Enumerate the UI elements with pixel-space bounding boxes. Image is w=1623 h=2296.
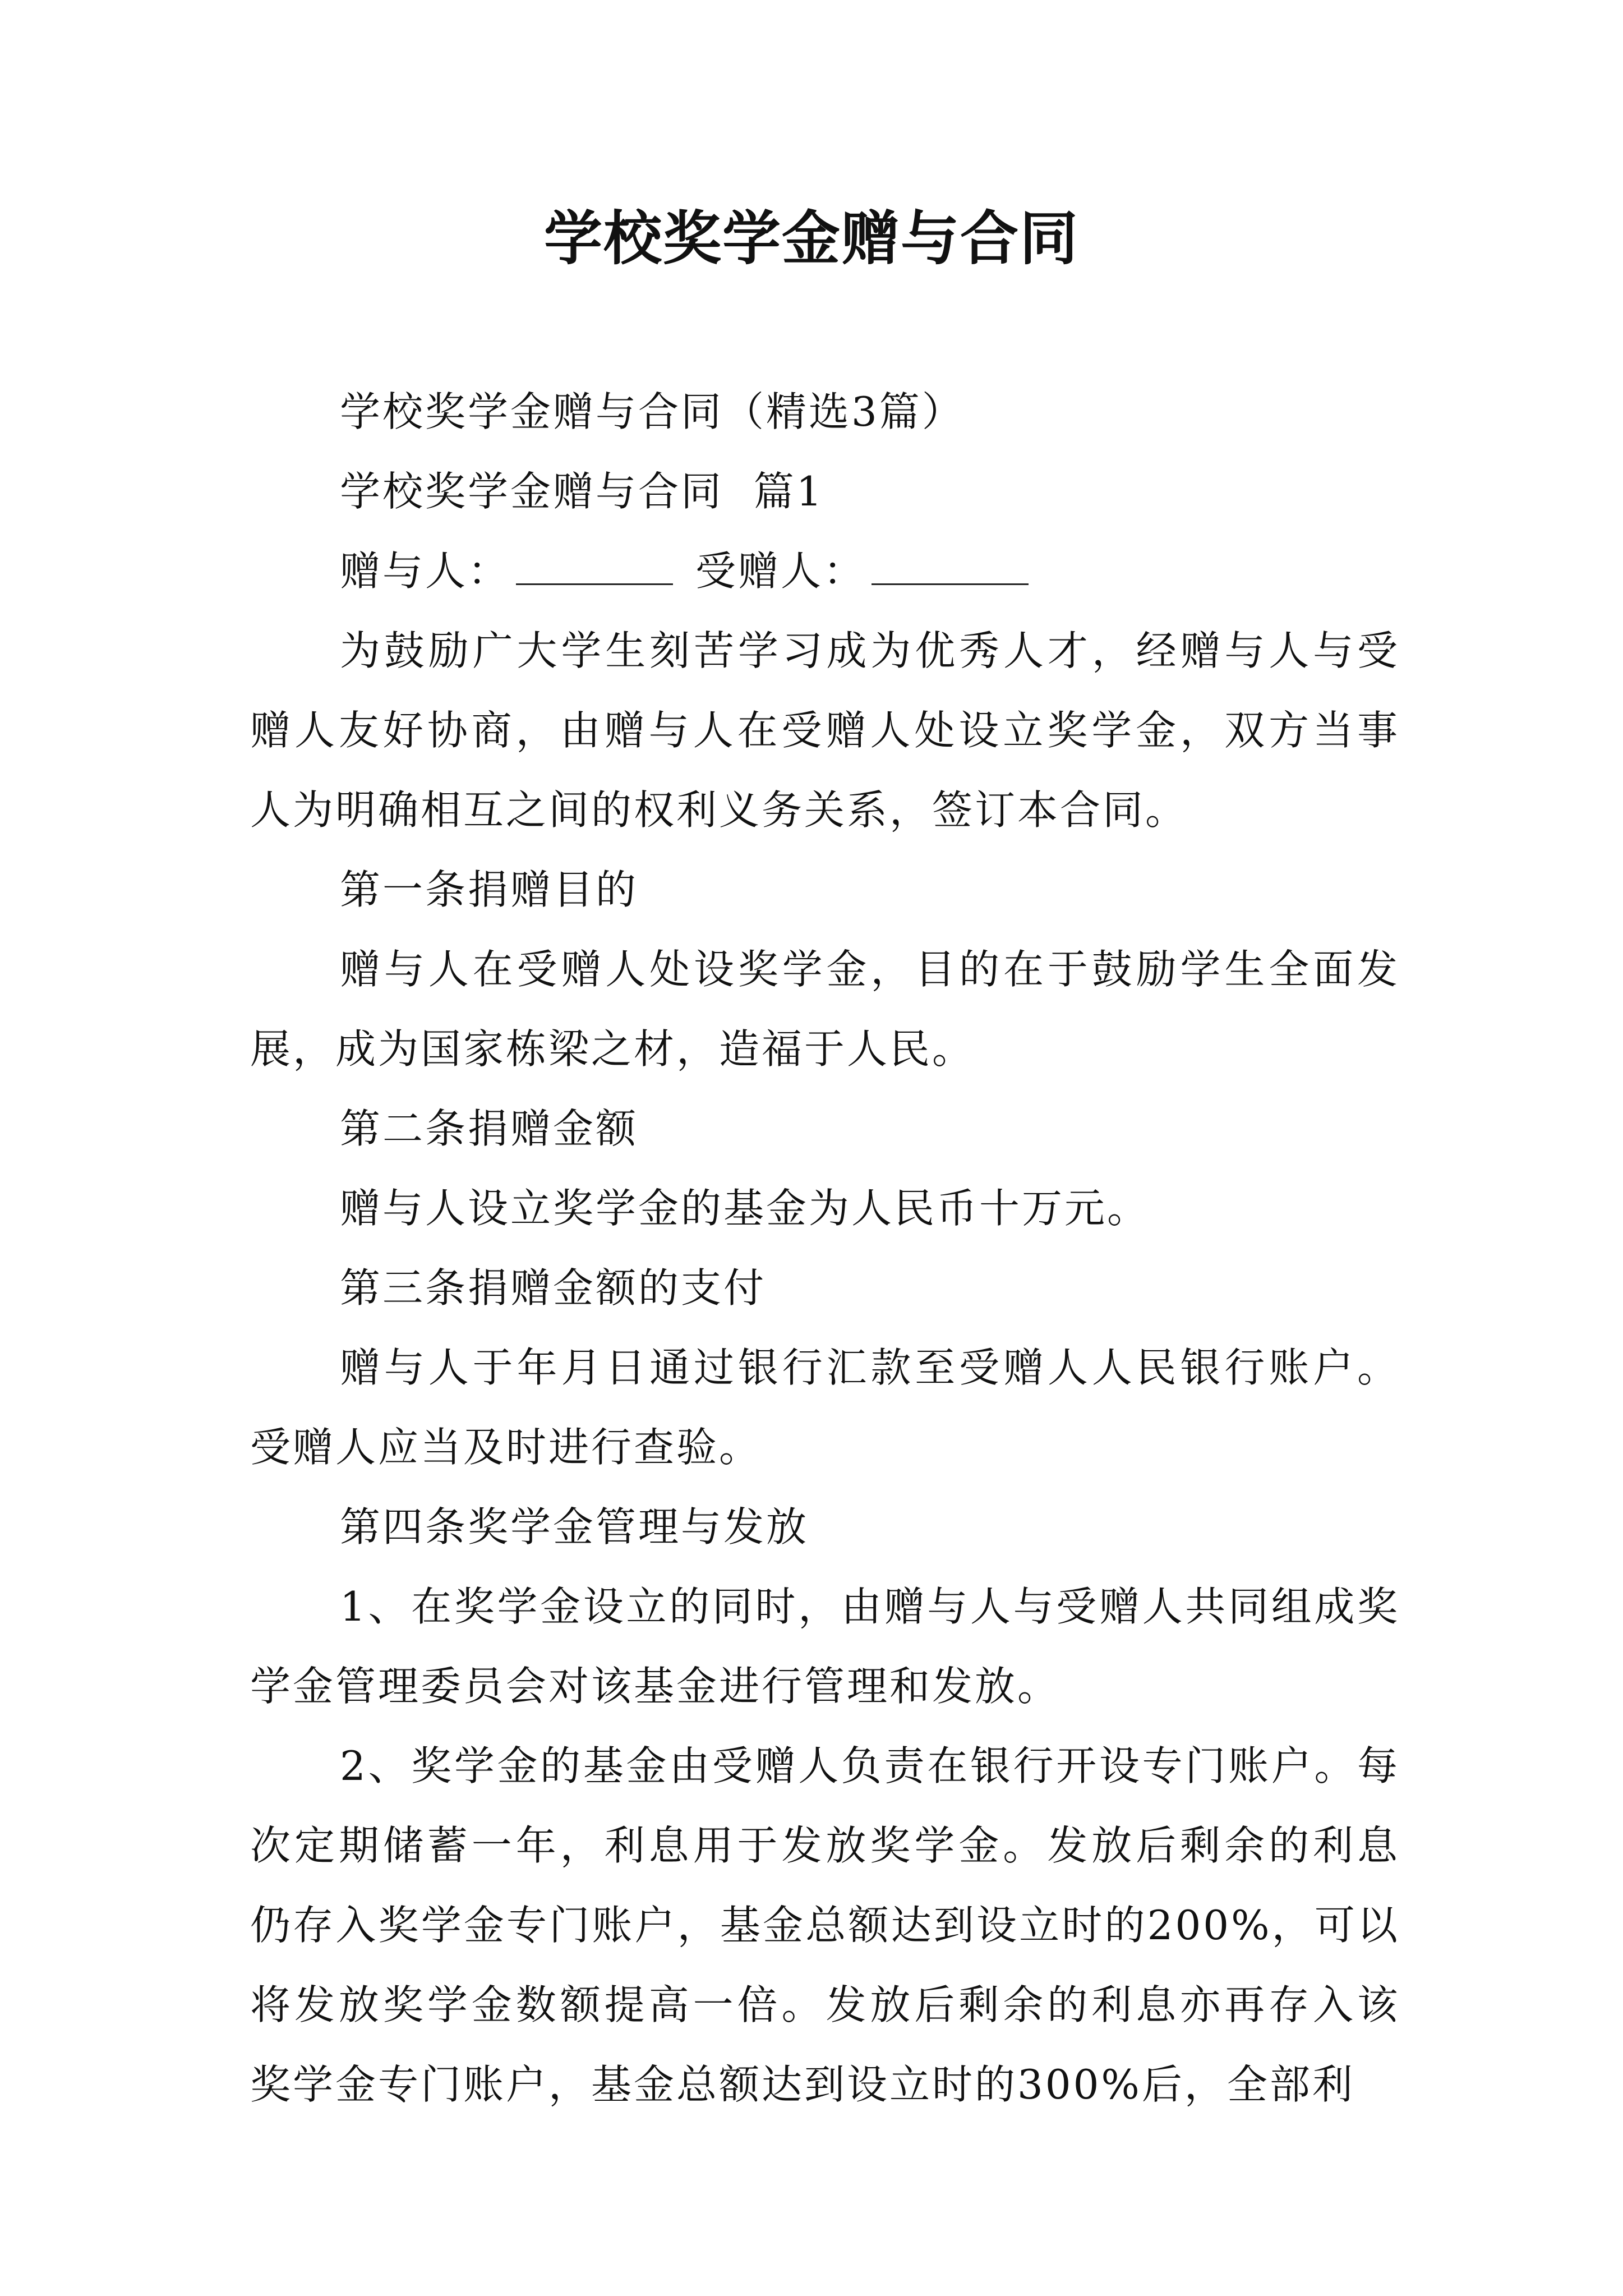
document-subtitle: 学校奖学金赠与合同（精选3篇） <box>340 388 965 435</box>
donee-label: 受赠人： <box>695 547 866 595</box>
article-heading-2: 第二条捐赠金额 <box>340 1105 639 1152</box>
article-heading-1: 第一条捐赠目的 <box>340 866 639 913</box>
parties-line <box>250 531 1400 611</box>
article-text-3: 赠与人于年月日通过银行汇款至受赠人人民银行账户。受赠人应当及时进行查验。 <box>250 1344 1400 1471</box>
article-text-2: 赠与人设立奖学金的基金为人民币十万元。 <box>340 1185 1150 1232</box>
document-title: 学校奖学金赠与合同 <box>543 204 1079 273</box>
section-heading: 学校奖学金赠与合同 篇1 <box>340 468 824 515</box>
article-text-1: 赠与人在受赠人处设奖学金，目的在于鼓励学生全面发展，成为国家栋梁之材，造福于人民。 <box>250 946 1400 1073</box>
article-heading-3: 第三条捐赠金额的支付 <box>340 1264 767 1312</box>
article-4-clause-2: 2、奖学金的基金由受赠人负责在银行开设专门账户。每次定期储蓄一年，利息用于发放奖学金。发放后剩余的利息仍存入奖学金专门账户，基金总额达到设立时的200%，可以将发放奖学金数额提高一倍。发放后剩余的利息亦再存入该奖学金专门账户，基金总额达到设立时的300%后，全部利 <box>250 1742 1400 2108</box>
donee-blank <box>872 550 1029 585</box>
donor-blank <box>516 550 673 585</box>
paragraph-preamble: 为鼓励广大学生刻苦学习成为优秀人才，经赠与人与受赠人友好协商，由赠与人在受赠人处设立奖学金，双方当事人为明确相互之间的权利义务关系，签订本合同。 <box>250 627 1400 834</box>
donor-label: 赠与人： <box>340 547 511 595</box>
document-body <box>250 372 1400 2124</box>
article-4-clause-1: 1、在奖学金设立的同时，由赠与人与受赠人共同组成奖学金管理委员会对该基金进行管理和发放。 <box>250 1583 1400 1710</box>
article-heading-4: 第四条奖学金管理与发放 <box>340 1503 809 1550</box>
